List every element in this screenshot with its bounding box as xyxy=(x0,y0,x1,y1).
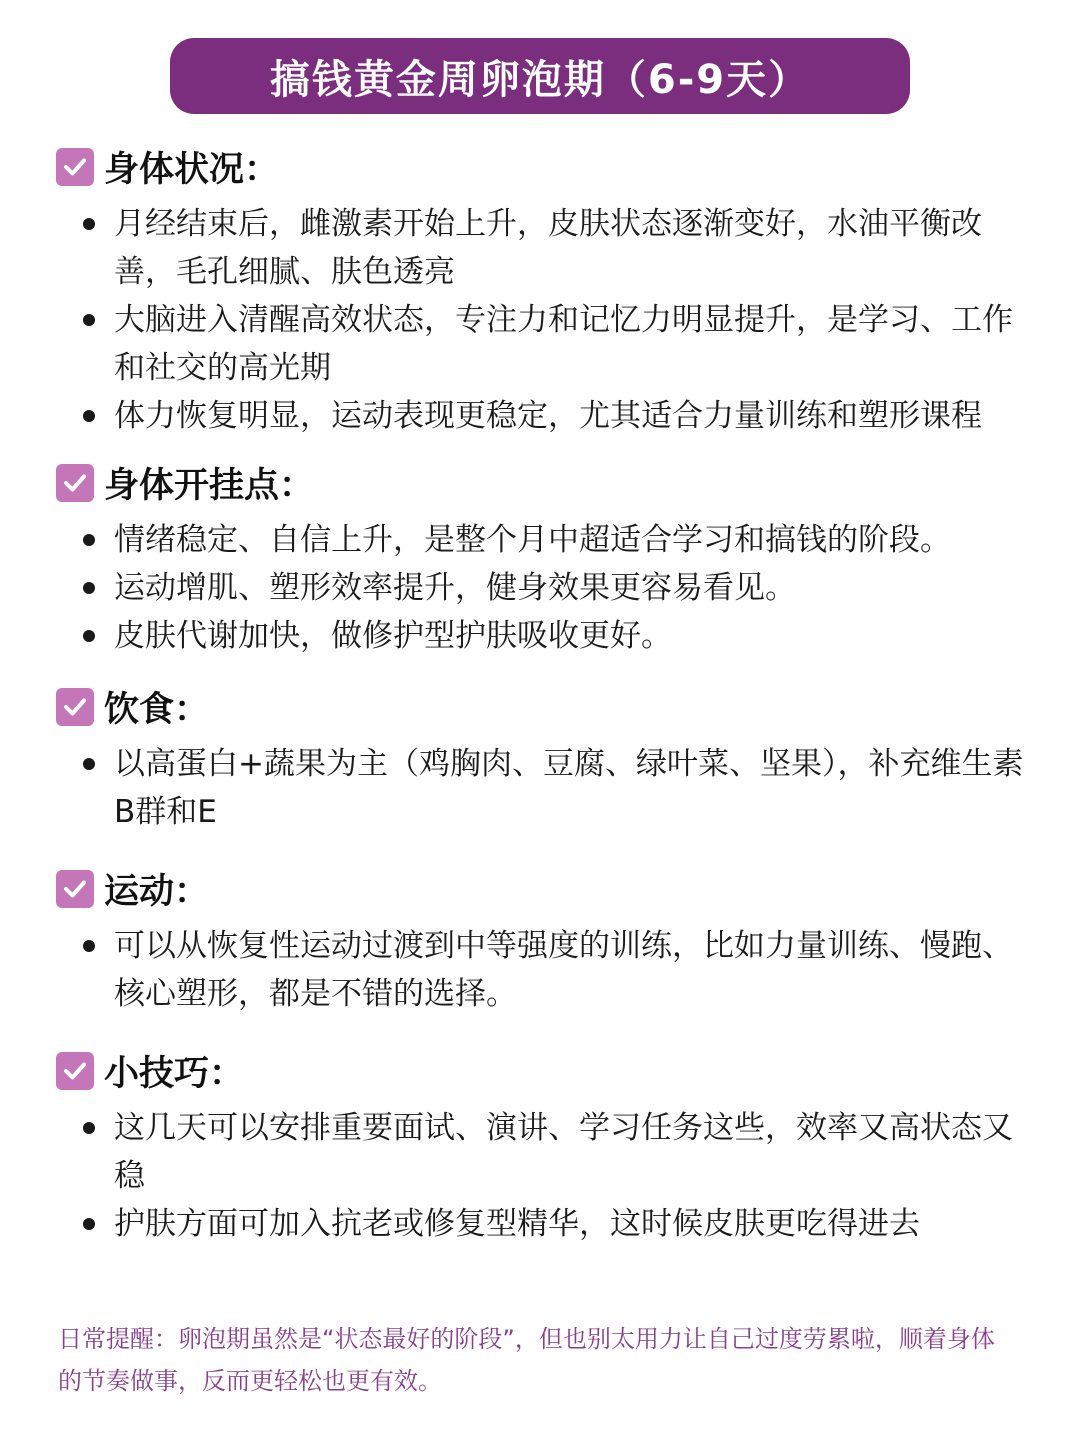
list-item xyxy=(56,296,1026,392)
item-list xyxy=(56,1104,1036,1248)
list-item-text: 以高蛋白+蔬果为主（鸡胸肉、豆腐、绿叶菜、坚果），补充维生素B群和E xyxy=(114,746,1024,830)
section-title: 身体状况： xyxy=(104,150,280,190)
bullet-dot-icon xyxy=(83,314,95,326)
checkbox-checked-icon xyxy=(56,870,94,908)
bullet-dot-icon xyxy=(83,630,95,642)
section-exercise xyxy=(56,862,1036,1018)
section-title: 身体开挂点： xyxy=(104,466,315,506)
bullet-dot-icon xyxy=(83,534,95,546)
section-header xyxy=(56,140,1036,194)
bullet-dot-icon xyxy=(83,940,95,952)
section-header xyxy=(56,456,1036,510)
section-tips xyxy=(56,1044,1036,1248)
list-item xyxy=(56,1104,1026,1200)
section-diet xyxy=(56,680,1036,836)
section-title: 运动： xyxy=(104,872,210,912)
bullet-dot-icon xyxy=(83,582,95,594)
bullet-dot-icon xyxy=(83,410,95,422)
title-banner xyxy=(170,38,910,114)
checkbox-checked-icon xyxy=(56,1052,94,1090)
item-list xyxy=(56,200,1036,440)
list-item-text: 皮肤代谢加快，做修护型护肤吸收更好。 xyxy=(114,618,672,654)
checkbox-checked-icon xyxy=(56,464,94,502)
list-item-text: 这几天可以安排重要面试、演讲、学习任务这些，效率又高状态又稳 xyxy=(114,1110,1013,1194)
list-item-text: 可以从恢复性运动过渡到中等强度的训练，比如力量训练、慢跑、核心塑形，都是不错的选择。 xyxy=(114,928,1013,1012)
section-header xyxy=(56,680,1036,734)
section-header xyxy=(56,1044,1036,1098)
item-list xyxy=(56,516,1036,660)
checkbox-checked-icon xyxy=(56,148,94,186)
section-title: 饮食： xyxy=(104,690,210,730)
list-item-text: 护肤方面可加入抗老或修复型精华，这时候皮肤更吃得进去 xyxy=(114,1206,920,1242)
list-item xyxy=(56,516,1026,564)
section-title: 小技巧： xyxy=(104,1054,245,1094)
list-item xyxy=(56,1200,1026,1248)
list-item xyxy=(56,564,1026,612)
content xyxy=(56,140,1036,1248)
item-list xyxy=(56,740,1036,836)
section-body-condition xyxy=(56,140,1036,440)
daily-reminder: 日常提醒：卵泡期虽然是“状态最好的阶段”，但也别太用力让自己过度劳累啦，顺着身体的节奏做事，反而更轻松也更有效。 xyxy=(58,1325,995,1395)
section-body-advantages xyxy=(56,456,1036,660)
list-item xyxy=(56,200,1026,296)
bullet-dot-icon xyxy=(83,758,95,770)
section-header xyxy=(56,862,1036,916)
bullet-dot-icon xyxy=(83,218,95,230)
list-item xyxy=(56,740,1026,836)
list-item-text: 情绪稳定、自信上升，是整个月中超适合学习和搞钱的阶段。 xyxy=(114,522,951,558)
item-list xyxy=(56,922,1036,1018)
checkbox-checked-icon xyxy=(56,688,94,726)
bullet-dot-icon xyxy=(83,1122,95,1134)
list-item-text: 运动增肌、塑形效率提升，健身效果更容易看见。 xyxy=(114,570,796,606)
page-title: 搞钱黄金周卵泡期（6-9天） xyxy=(269,56,811,103)
list-item xyxy=(56,922,1026,1018)
list-item-text: 月经结束后，雌激素开始上升，皮肤状态逐渐变好，水油平衡改善，毛孔细腻、肤色透亮 xyxy=(114,206,982,290)
list-item xyxy=(56,612,1026,660)
list-item xyxy=(56,392,1026,440)
list-item-text: 大脑进入清醒高效状态，专注力和记忆力明显提升，是学习、工作和社交的高光期 xyxy=(114,302,1013,386)
list-item-text: 体力恢复明显，运动表现更稳定，尤其适合力量训练和塑形课程 xyxy=(114,398,982,434)
bullet-dot-icon xyxy=(83,1218,95,1230)
